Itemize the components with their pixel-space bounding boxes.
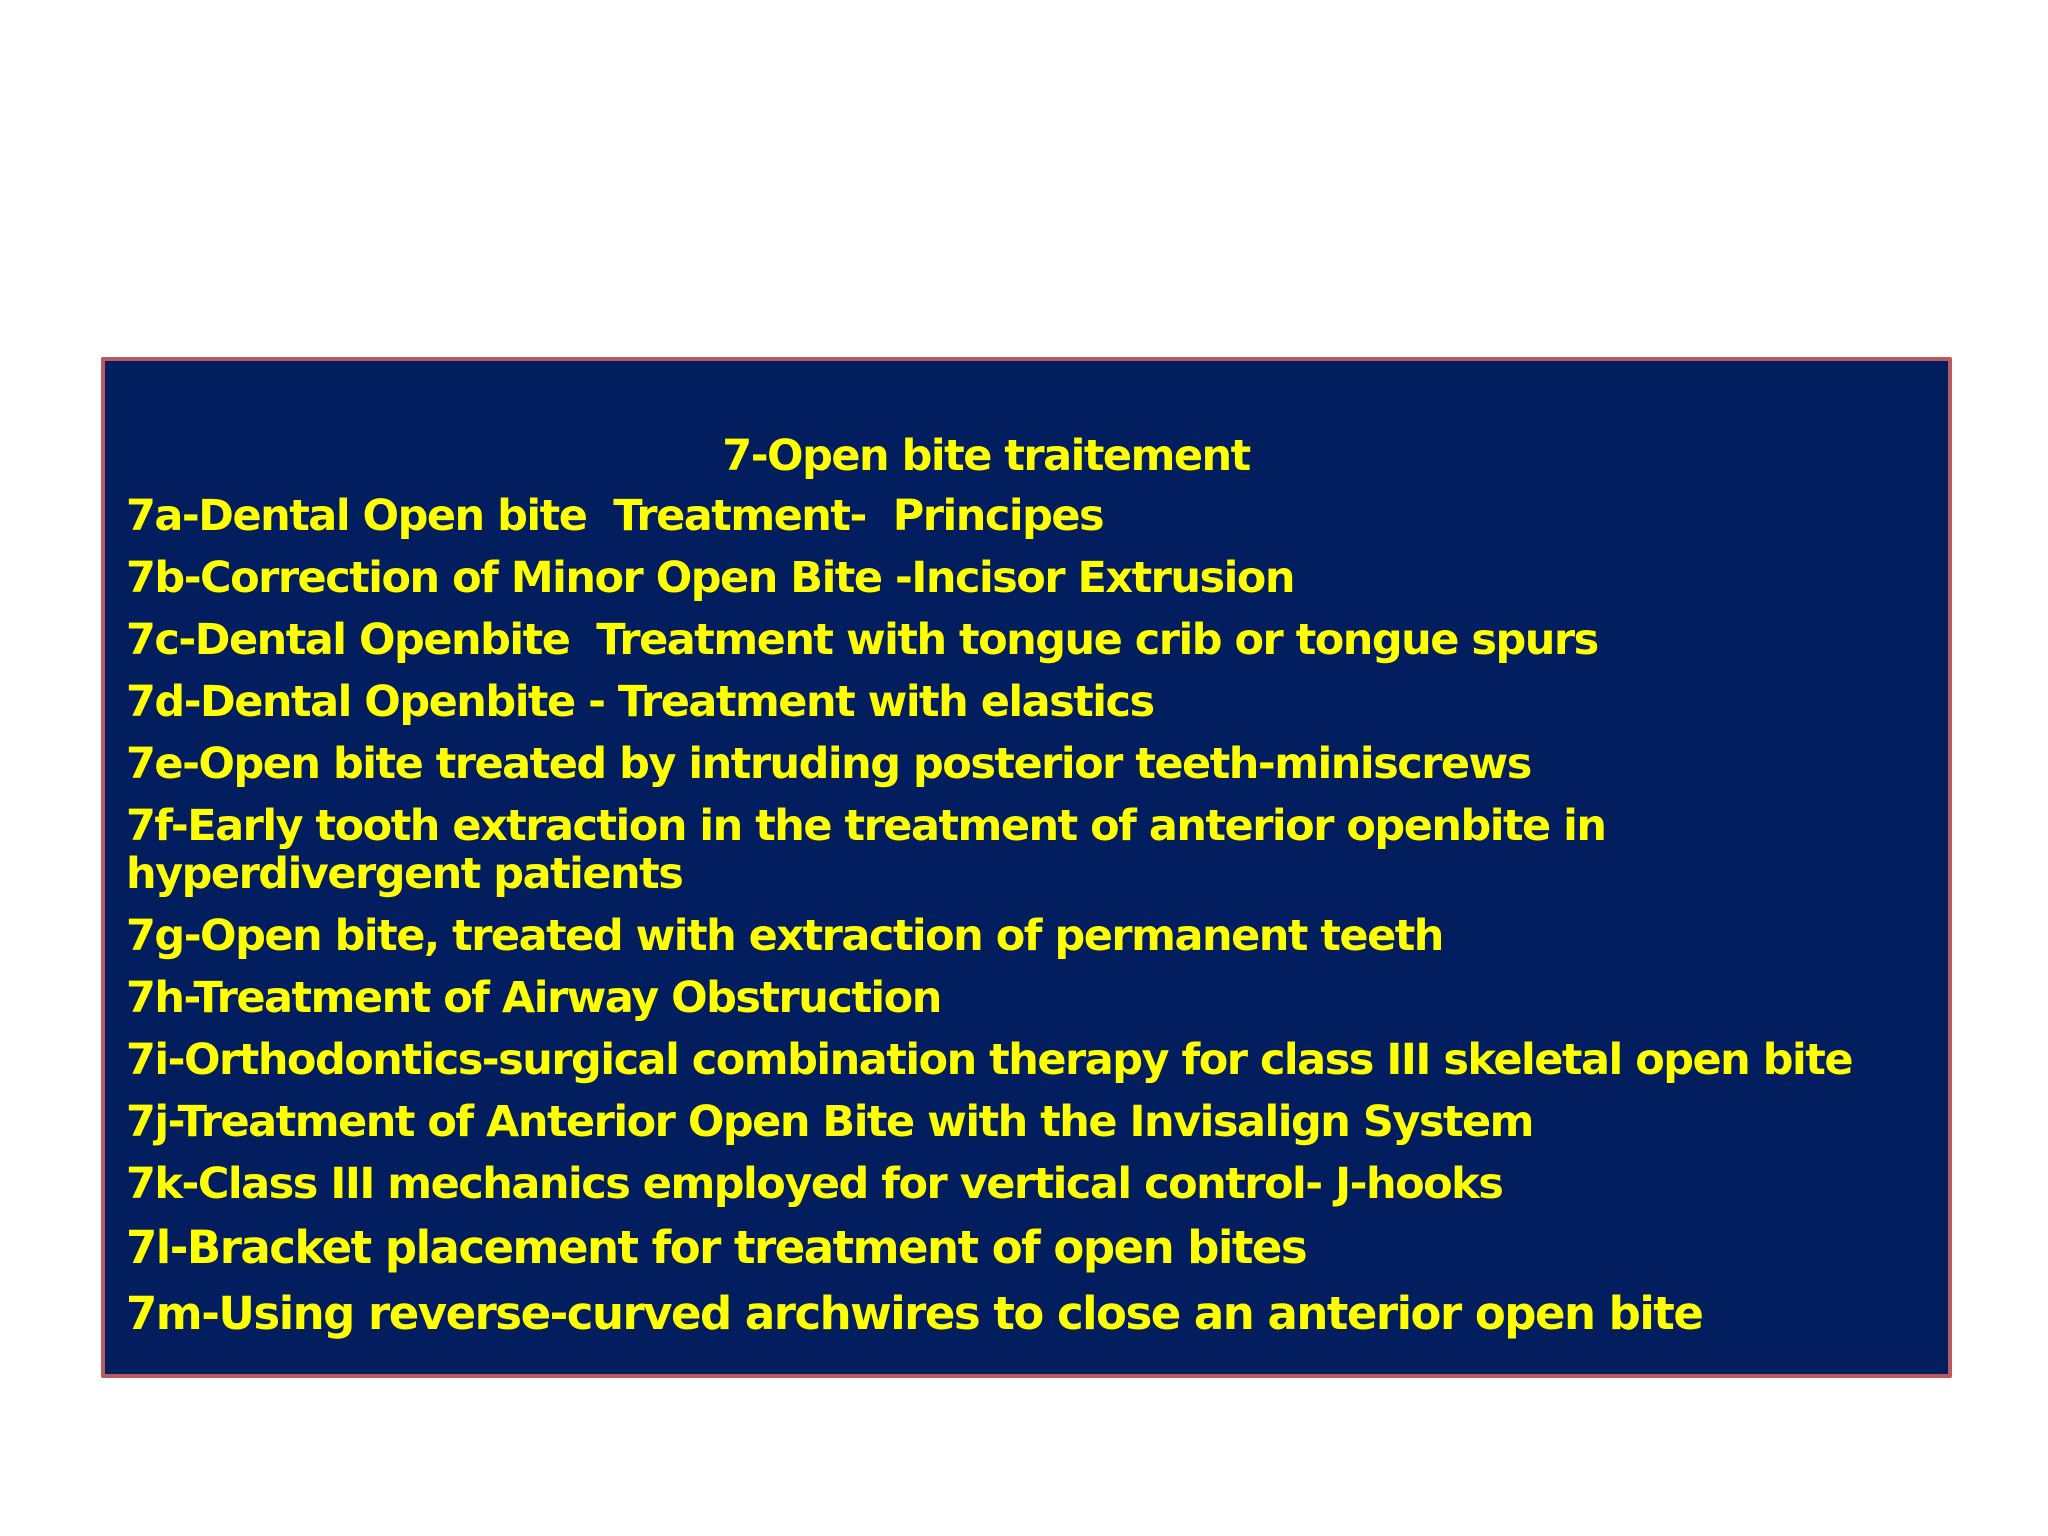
list-item-7h: 7h-Treatment of Airway Obstruction <box>126 973 941 1023</box>
list-item-7j: 7j-Treatment of Anterior Open Bite with the Invisalign System <box>126 1097 1533 1147</box>
list-item-7k: 7k-Class III mechanics employed for vertical control- J-hooks <box>126 1159 1503 1209</box>
list-item-7g: 7g-Open bite, treated with extraction of permanent teeth <box>126 911 1443 961</box>
topic-list <box>126 427 1926 1347</box>
list-item-7e: 7e-Open bite treated by intruding posterior teeth-miniscrews <box>126 739 1531 789</box>
list-item-7i: 7i-Orthodontics-surgical combination therapy for class III skeletal open bite <box>126 1035 1853 1085</box>
list-item-7a: 7a-Dental Open bite Treatment- Principes <box>126 491 1104 541</box>
list-item-7c: 7c-Dental Openbite Treatment with tongue crib or tongue spurs <box>126 615 1598 665</box>
content-panel <box>101 357 1952 1378</box>
list-item-7l: 7l-Bracket placement for treatment of open bites <box>126 1221 1307 1274</box>
list-item-7d: 7d-Dental Openbite - Treatment with elastics <box>126 677 1154 727</box>
list-item-7m: 7m-Using reverse-curved archwires to close an anterior open bite <box>126 1287 1703 1340</box>
list-item-7b: 7b-Correction of Minor Open Bite -Incisor Extrusion <box>126 553 1294 603</box>
slide-title: 7-Open bite traitement <box>722 431 1250 481</box>
list-item-7f: 7f-Early tooth extraction in the treatment of anterior openbite in hyperdivergent patients <box>126 801 1620 899</box>
